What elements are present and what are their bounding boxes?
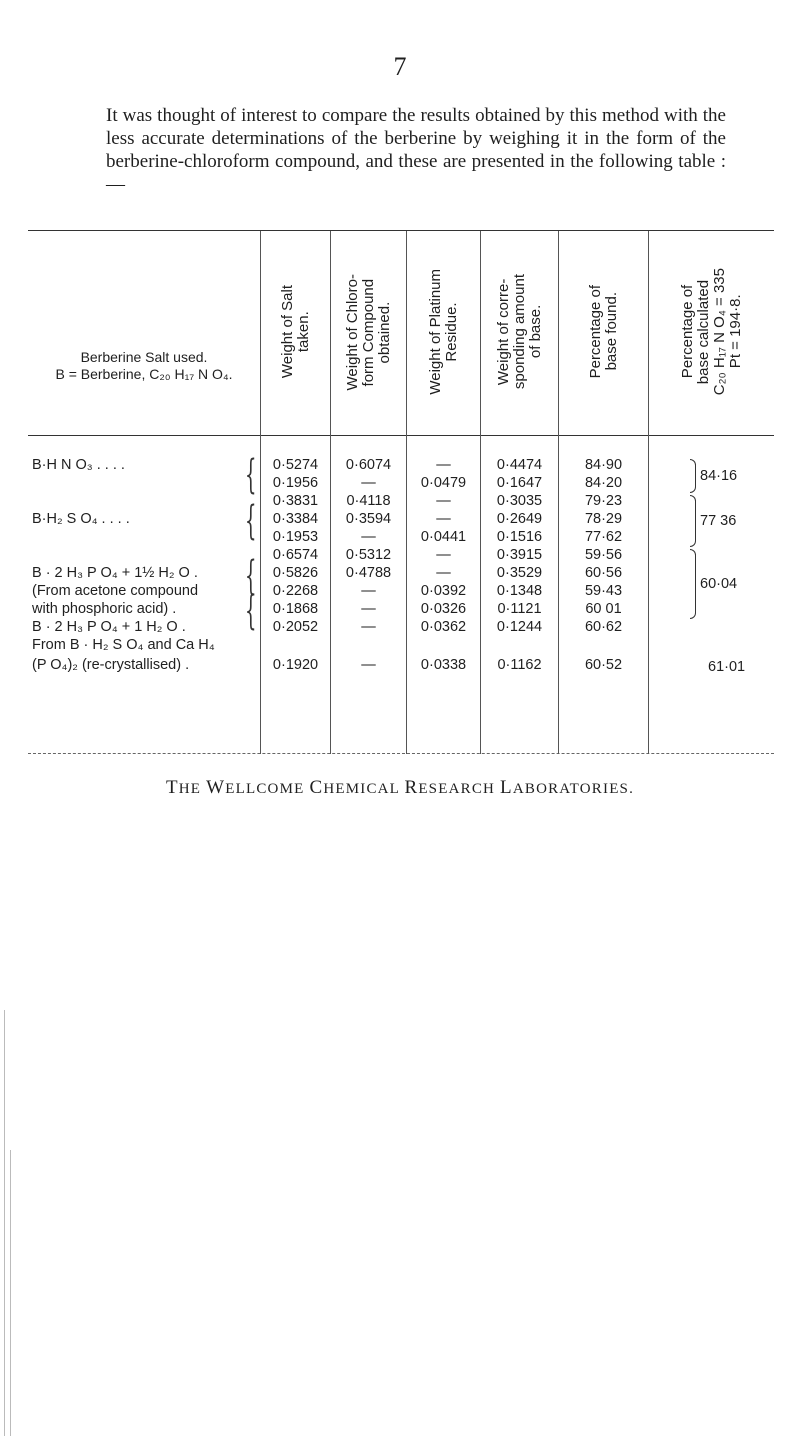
cell-percentage-found: 79·23 bbox=[584, 493, 623, 509]
cell-weight-salt: 0·3384 bbox=[272, 511, 319, 527]
cell-weight-base: 0·3035 bbox=[496, 493, 543, 509]
row-label: B · 2 H₃ P O₄ + 1½ H₂ O . bbox=[32, 565, 198, 581]
table-row bbox=[28, 637, 774, 657]
table-row bbox=[28, 457, 774, 477]
cell-weight-base: 0·2649 bbox=[496, 511, 543, 527]
row-label: B·H₂ S O₄ . . . . bbox=[32, 511, 130, 527]
cell-weight-platinum: 0·0326 bbox=[420, 601, 467, 617]
footer-text: HEMICAL bbox=[323, 781, 405, 797]
header-percentage-found bbox=[559, 237, 648, 427]
cell-weight-platinum: 0·0362 bbox=[420, 619, 467, 635]
header-weight-base-text: Weight of corre- sponding amount of base. bbox=[494, 274, 544, 390]
cell-weight-base: 0·1244 bbox=[496, 619, 543, 635]
header-percentage-calculated bbox=[649, 237, 774, 427]
header-weight-chloroform bbox=[331, 237, 406, 427]
page-number: 7 bbox=[393, 52, 407, 81]
cell-weight-chloroform: — bbox=[361, 475, 376, 491]
cell-weight-platinum: — bbox=[436, 457, 451, 473]
bottom-rule bbox=[28, 753, 774, 754]
calculated-group bbox=[690, 495, 736, 547]
berberine-salt-header bbox=[28, 349, 260, 383]
cell-weight-chloroform: 0·4118 bbox=[346, 493, 391, 509]
cell-weight-salt: 0·1868 bbox=[272, 601, 319, 617]
cell-weight-base: 0·1162 bbox=[497, 657, 542, 673]
laboratory-footer bbox=[0, 777, 800, 799]
row-label: (From acetone compound bbox=[32, 583, 199, 599]
row-label: B · 2 H₃ P O₄ + 1 H₂ O . bbox=[32, 619, 186, 635]
cell-weight-platinum: — bbox=[436, 511, 451, 527]
cell-weight-salt: 0·1956 bbox=[272, 475, 319, 491]
cell-weight-base: 0·3529 bbox=[496, 565, 543, 581]
cell-percentage-found: 60·56 bbox=[584, 565, 623, 581]
cell-weight-chloroform: 0·4788 bbox=[345, 565, 392, 581]
group-bracket bbox=[690, 495, 696, 547]
intro-paragraph: It was thought of interest to compare the results obtained by this method with the less accurate determinations of the berberine by weighing it in the form of the berberine-chloroform compound, and these are presented in the following table : — bbox=[106, 105, 726, 195]
cell-weight-base: 0·1121 bbox=[497, 601, 542, 617]
group-bracket bbox=[690, 459, 696, 493]
cell-weight-chloroform: — bbox=[361, 657, 376, 673]
cell-percentage-found: 84·20 bbox=[584, 475, 623, 491]
header-percentage-found-text: Percentage of base found. bbox=[586, 285, 620, 379]
table-row bbox=[28, 601, 774, 621]
cell-weight-chloroform: — bbox=[361, 529, 376, 545]
cell-weight-chloroform: 0·5312 bbox=[345, 547, 392, 563]
row-label: with phosphoric acid) . bbox=[32, 601, 177, 617]
berberine-salt-header-line: Berberine Salt used. bbox=[80, 349, 208, 365]
group-brace: { bbox=[244, 553, 257, 599]
cell-percentage-found: 84·90 bbox=[584, 457, 623, 473]
cell-weight-base: 0·1516 bbox=[496, 529, 543, 545]
table-row bbox=[28, 529, 774, 549]
group-brace: { bbox=[244, 498, 257, 544]
cell-percentage-found: 59·43 bbox=[584, 583, 623, 599]
calculated-value: 84·16 bbox=[700, 468, 738, 484]
cell-weight-platinum: 0·0392 bbox=[420, 583, 467, 599]
berberine-formula-header-line: B = Berberine, C₂₀ H₁₇ N O₄. bbox=[55, 366, 233, 382]
cell-weight-salt: 0·5274 bbox=[272, 457, 319, 473]
calculated-group bbox=[690, 549, 737, 619]
footer-letter: C bbox=[309, 777, 324, 798]
table-row bbox=[28, 547, 774, 567]
footer-text: ELLCOME bbox=[225, 781, 310, 797]
cell-weight-salt: 0·2052 bbox=[272, 619, 319, 635]
cell-weight-chloroform: — bbox=[361, 619, 376, 635]
cell-weight-chloroform: — bbox=[361, 601, 376, 617]
cell-weight-platinum: — bbox=[436, 547, 451, 563]
cell-percentage-found: 60·62 bbox=[584, 619, 623, 635]
table-row bbox=[28, 475, 774, 495]
calculated-group bbox=[690, 459, 737, 493]
cell-percentage-found: 60·52 bbox=[584, 657, 623, 673]
cell-weight-salt: 0·5826 bbox=[272, 565, 319, 581]
cell-weight-salt: 0·3831 bbox=[272, 493, 319, 509]
header-percentage-calculated-text: Percentage of base calculated C₂₀ H₁₇ N O₄ = 335 Pt = 194·8. bbox=[678, 268, 744, 396]
calculated-value: 60·04 bbox=[700, 576, 738, 592]
cell-weight-chloroform: 0·3594 bbox=[345, 511, 392, 527]
table-row bbox=[28, 657, 774, 677]
header-weight-salt-text: Weight of Salt taken. bbox=[278, 285, 312, 379]
cell-weight-salt: 0·1920 bbox=[272, 657, 319, 673]
cell-weight-chloroform: — bbox=[361, 583, 376, 599]
cell-weight-salt: 0·6574 bbox=[272, 547, 319, 563]
cell-weight-base: 0·3915 bbox=[496, 547, 543, 563]
cell-weight-platinum: 0·0338 bbox=[420, 657, 467, 673]
table-row bbox=[28, 619, 774, 639]
cell-weight-salt: 0·1953 bbox=[272, 529, 319, 545]
footer-text: ABORATORIES. bbox=[512, 781, 635, 797]
footer-letter: R bbox=[404, 777, 419, 798]
table-row bbox=[28, 565, 774, 585]
table-row bbox=[28, 583, 774, 603]
header-rule bbox=[28, 435, 774, 436]
group-brace: { bbox=[244, 588, 257, 634]
header-weight-base bbox=[481, 237, 558, 427]
header-weight-salt bbox=[261, 237, 330, 427]
cell-percentage-found: 78·29 bbox=[584, 511, 623, 527]
calculated-value: 61·01 bbox=[708, 659, 746, 675]
cell-percentage-found: 77·62 bbox=[584, 529, 623, 545]
footer-text: HE bbox=[178, 781, 207, 797]
header-weight-chloroform-text: Weight of Chloro- form Compound obtained. bbox=[343, 273, 393, 391]
footer-letter: L bbox=[500, 777, 513, 798]
results-table bbox=[28, 230, 774, 754]
header-weight-platinum bbox=[407, 237, 480, 427]
table-row bbox=[28, 493, 774, 513]
row-label: B·H N O₃ . . . . bbox=[32, 457, 125, 473]
group-brace: { bbox=[244, 452, 257, 498]
group-bracket bbox=[690, 549, 696, 619]
cell-weight-platinum: — bbox=[436, 565, 451, 581]
cell-weight-platinum: 0·0441 bbox=[420, 529, 467, 545]
header-weight-platinum-text: Weight of Platinum Residue. bbox=[426, 269, 460, 395]
row-label: From B · H₂ S O₄ and Ca H₄ bbox=[32, 637, 215, 653]
cell-weight-chloroform: 0·6074 bbox=[345, 457, 392, 473]
calculated-value: 77 36 bbox=[700, 513, 737, 529]
cell-weight-base: 0·1647 bbox=[496, 475, 543, 491]
cell-weight-base: 0·1348 bbox=[496, 583, 543, 599]
footer-letter: T bbox=[165, 777, 179, 798]
cell-weight-platinum: 0·0479 bbox=[420, 475, 467, 491]
calculated-group bbox=[704, 657, 745, 677]
cell-weight-base: 0·4474 bbox=[496, 457, 543, 473]
row-label: (P O₄)₂ (re-crystallised) . bbox=[32, 657, 190, 673]
footer-letter: W bbox=[206, 777, 226, 798]
cell-weight-platinum: — bbox=[436, 493, 451, 509]
page-edge-line bbox=[4, 1010, 5, 1436]
table-row bbox=[28, 511, 774, 531]
cell-percentage-found: 60 01 bbox=[585, 601, 622, 617]
cell-weight-salt: 0·2268 bbox=[272, 583, 319, 599]
page-edge-line bbox=[10, 1150, 11, 1436]
cell-percentage-found: 59·56 bbox=[584, 547, 623, 563]
footer-text: ESEARCH bbox=[418, 781, 501, 797]
